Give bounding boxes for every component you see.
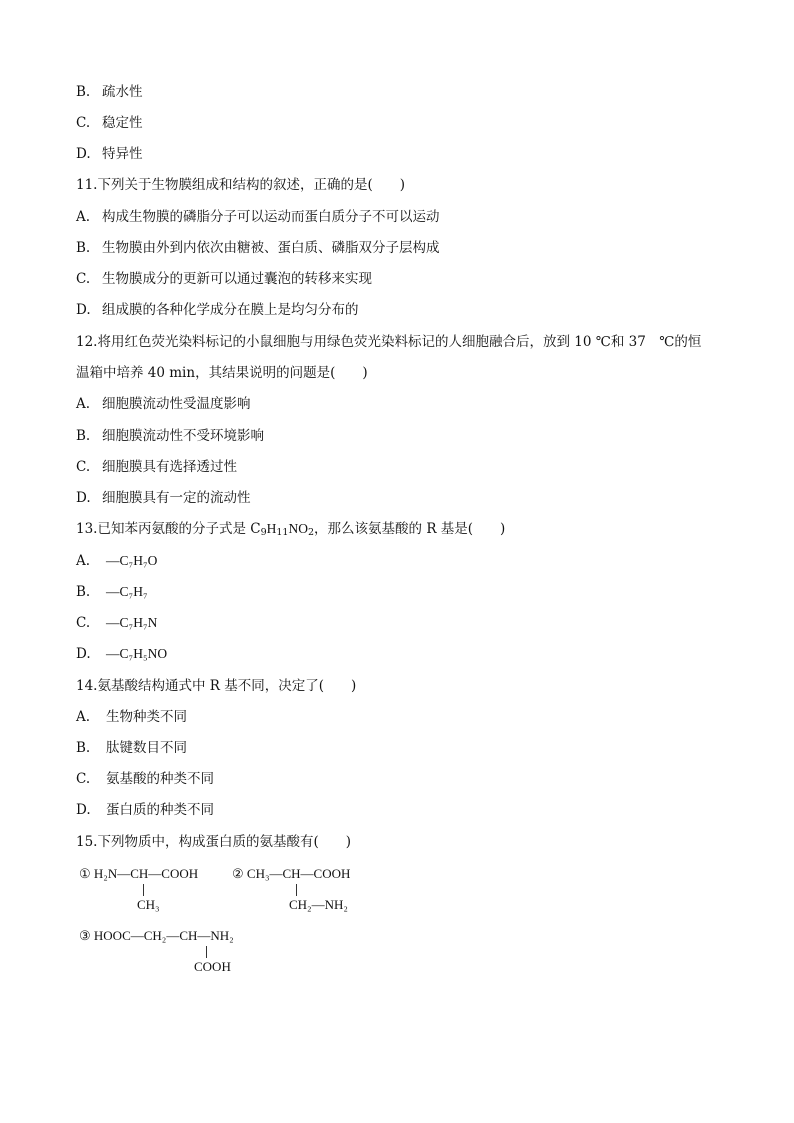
option-text: 细胞膜具有一定的流动性 [102, 490, 251, 506]
option-label: A. [76, 553, 91, 569]
q14-option-d [76, 801, 214, 819]
option-text: 生物膜成分的更新可以通过囊泡的转移来实现 [102, 271, 372, 287]
option-text: 生物膜由外到内依次由糖被、蛋白质、磷脂双分子层构成 [102, 240, 440, 256]
q14-option-b [76, 739, 187, 757]
q12-option-d [76, 489, 251, 507]
option-text: 氨基酸的种类不同 [106, 771, 214, 787]
option-text: 细胞膜具有选择透过性 [102, 459, 237, 475]
option-label: D. [76, 802, 91, 818]
option-label: C. [76, 771, 91, 787]
q13-stem-post: ，那么该氨基酸的 R 基是( ) [314, 521, 506, 537]
option-label: C. [76, 615, 91, 631]
option-label: A. [76, 396, 91, 412]
option-label: C. [76, 459, 91, 475]
option-label: A. [76, 709, 91, 725]
q13-no: NO [288, 521, 308, 536]
option-text: 细胞膜流动性不受环境影响 [102, 428, 264, 444]
q15-stem: 15.下列物质中，构成蛋白质的氨基酸有( ) [76, 834, 352, 850]
structure-3-sub: COOH [194, 959, 231, 974]
option-text: 稳定性 [102, 115, 143, 131]
option-label: D. [76, 146, 91, 162]
q13-option-a [76, 552, 157, 570]
q11-option-b [76, 239, 440, 257]
q13-option-d [76, 645, 167, 663]
q11-option-d [76, 301, 359, 319]
q12-option-a [76, 395, 251, 413]
q11-option-a [76, 208, 440, 226]
q13-h: H [266, 521, 277, 536]
q12-option-c [76, 458, 237, 476]
option-text: 构成生物膜的磷脂分子可以运动而蛋白质分子不可以运动 [102, 209, 440, 225]
option-text: —C₇H₅NO [106, 646, 168, 661]
option-text: 细胞膜流动性受温度影响 [102, 396, 251, 412]
option-label: A. [76, 209, 91, 225]
option-label: D. [76, 302, 91, 318]
option-label: B. [76, 84, 91, 100]
q13-stem-pre: 13.已知苯丙氨酸的分子式是 C [76, 521, 261, 537]
q13-option-c [76, 614, 157, 632]
structure-1-sub: CH₃ [137, 897, 160, 912]
structure-2 [232, 866, 372, 916]
structure-1 [79, 866, 219, 916]
option-text: 生物种类不同 [106, 709, 187, 725]
structure-2-sub: CH₂—NH₂ [289, 897, 348, 912]
q13-sub-2: 2 [307, 527, 315, 538]
option-text: —C₇H₇ [106, 584, 148, 599]
q10-option-d [76, 145, 143, 163]
q13-option-b [76, 583, 148, 601]
q12-stem-line1: 12.将用红色荧光染料标记的小鼠细胞与用绿色荧光染料标记的人细胞融合后，放到 10 ℃和 37 ℃的恒 [76, 334, 702, 350]
structure-3 [79, 928, 279, 978]
option-label: C. [76, 271, 91, 287]
structure-1-bond [143, 884, 144, 896]
structure-1-main: ① H₂N—CH—COOH [79, 866, 199, 881]
q12-option-b [76, 427, 264, 445]
option-label: B. [76, 740, 91, 756]
q13-stem [76, 520, 505, 538]
structure-2-bond [296, 884, 297, 896]
option-text: —C₇H₇N [106, 615, 158, 630]
q13-sub-11: 11 [276, 527, 289, 538]
option-text: 肽键数目不同 [106, 740, 187, 756]
option-text: 蛋白质的种类不同 [106, 802, 214, 818]
structure-3-bond [206, 946, 207, 958]
option-text: 特异性 [102, 146, 143, 162]
option-label: B. [76, 584, 91, 600]
q11-option-c [76, 270, 372, 288]
q10-option-b [76, 83, 143, 101]
option-label: D. [76, 490, 91, 506]
structure-3-main: ③ HOOC—CH₂—CH—NH₂ [79, 928, 234, 943]
option-label: B. [76, 428, 91, 444]
option-label: C. [76, 115, 91, 131]
q14-stem: 14.氨基酸结构通式中 R 基不同，决定了( ) [76, 678, 357, 694]
option-label: B. [76, 240, 91, 256]
q10-option-c [76, 114, 143, 132]
q14-option-c [76, 770, 214, 788]
option-label: D. [76, 646, 91, 662]
q13-sub-9: 9 [260, 527, 267, 538]
option-text: 疏水性 [102, 84, 143, 100]
q12-stem-line2: 温箱中培养 40 min，其结果说明的问题是( ) [76, 365, 368, 381]
q14-option-a [76, 708, 187, 726]
structure-2-main: ② CH₃—CH—COOH [232, 866, 351, 881]
q11-stem: 11.下列关于生物膜组成和结构的叙述，正确的是( ) [76, 177, 406, 193]
option-text: —C₇H₇O [106, 553, 158, 568]
option-text: 组成膜的各种化学成分在膜上是均匀分布的 [102, 302, 359, 318]
